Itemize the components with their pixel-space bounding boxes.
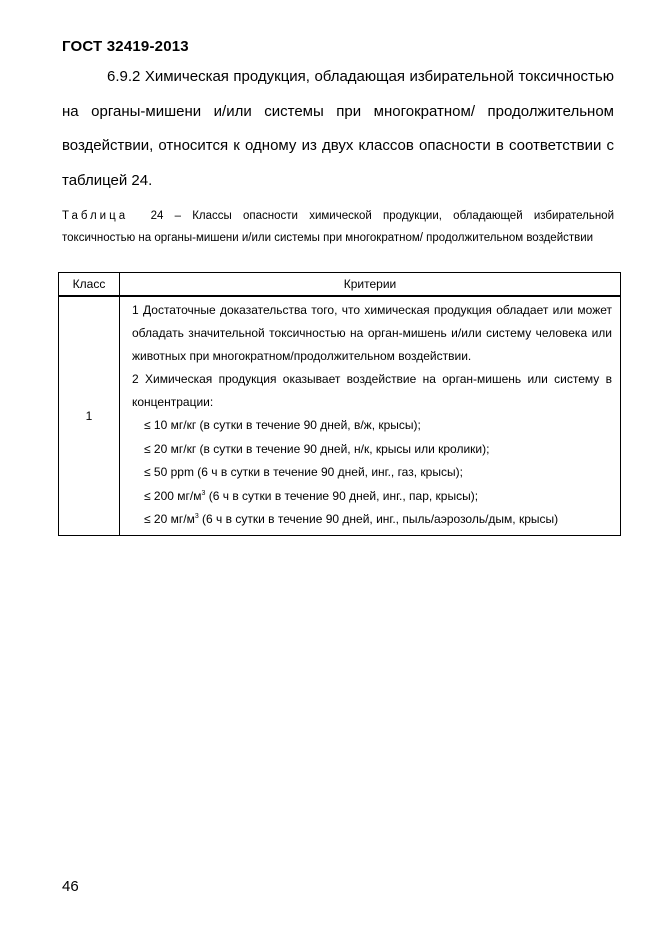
class-column-header: Класс [59, 273, 120, 297]
criteria-table [58, 272, 621, 536]
table-caption [62, 206, 614, 249]
list-item [132, 485, 612, 509]
table-caption-text: – Классы опасности химической продукции, обладающей избирательной токсичностью на органы-мишени и/или системы при многократном/ продолжительном воздействии [62, 210, 614, 244]
intro-paragraph: 6.9.2 Химическая продукция, обладающая избирательной токсичностью на органы-мишени и/или системы при многократном/ продолжительном воздействии, относится к одному из двух классов опасности в соответствии с таблицей 24. [62, 68, 614, 189]
table-header-row [59, 273, 621, 297]
superscript: 3 [194, 513, 199, 520]
document-code: ГОСТ 32419-2013 [62, 38, 189, 55]
list-item-text: (6 ч в сутки в течение 90 дней, инг., пыль/аэрозоль/дым, крысы) [198, 512, 559, 526]
concentration-list [132, 414, 612, 532]
criteria-paragraph-1: 1 Достаточные доказательства того, что химическая продукция обладает или может обладать значительной токсичностью на орган-мишень и/или систему человека или животных при многократном/продолжительном воздействии. [132, 303, 612, 363]
list-item-text: (6 ч в сутки в течение 90 дней, инг., пар, крысы); [205, 488, 479, 503]
criteria-cell [120, 296, 621, 535]
list-item: ≤ 20 мг/кг (в сутки в течение 90 дней, н/к, крысы или кролики); [144, 441, 490, 456]
table-row [59, 296, 621, 535]
criteria-column-header: Критерии [120, 273, 621, 297]
list-item [132, 508, 612, 532]
superscript: 3 [201, 489, 206, 497]
table-caption-word: Таблица [62, 210, 129, 222]
class-cell: 1 [59, 296, 120, 535]
table-caption-number: 24 [150, 210, 164, 222]
page-number: 46 [62, 878, 79, 895]
list-item-value: ≤ 20 мг/м [144, 512, 195, 526]
criteria-paragraph-2: 2 Химическая продукция оказывает воздействие на орган-мишень или систему в концентрации: [132, 372, 612, 409]
list-item: ≤ 50 ppm (6 ч в сутки в течение 90 дней, инг., газ, крысы); [144, 465, 463, 479]
list-item-value: ≤ 200 мг/м [144, 488, 202, 503]
list-item: ≤ 10 мг/кг (в сутки в течение 90 дней, в/ж, крысы); [144, 418, 421, 432]
